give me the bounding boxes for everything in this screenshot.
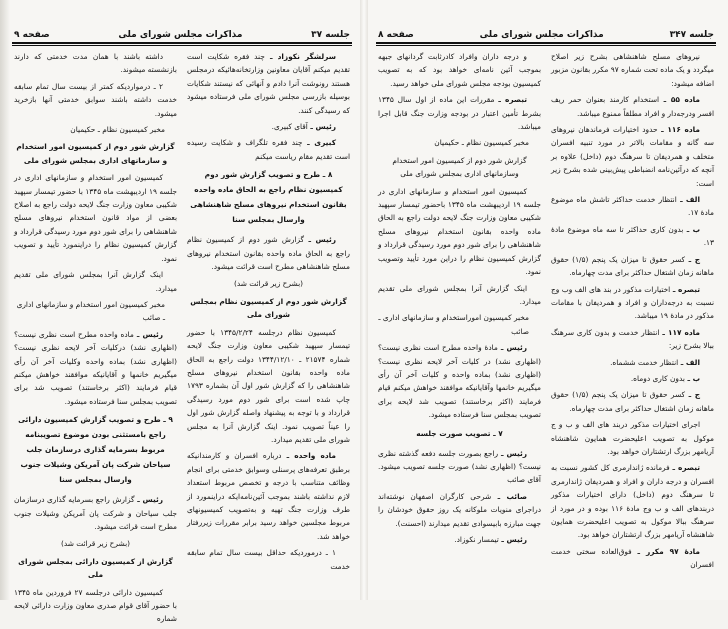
paragraph (551, 123, 714, 190)
agenda-heading: ۹ ـ طرح و تصویب گزارش کمیسیون دارائی راجع بامستثنی بودن موضوع تصویبنامه مربوط بسرمایه گذاری درسازمان جلب سیاحان شرکت پان آمریکن وشیلات جنوب وارسال بمجلس سنا (18, 415, 173, 485)
paragraph-text: شرحی کارگران اصفهان نوشته‌اند دراجرای منویات ملوکانه یک روز حقوق خودشان را جهت مبارزه بابیسوادی تقدیم میدارند (احسنت). (378, 491, 541, 528)
speaker-label: ماده ۱۱۶ ـ (657, 125, 700, 135)
speaker-label: ماده ۵۵ ـ (659, 95, 700, 105)
paragraph (378, 282, 541, 309)
paragraph (551, 388, 714, 415)
paragraph (187, 120, 350, 133)
paragraph (551, 193, 714, 220)
rapporteur-signature: مخبر کمیسیون نظام ـ حکیمیان (434, 138, 529, 148)
agenda-heading: ۸ ـ طرح و تصویب گزارش شور دوم کمیسیون نظام راجع به الحاق ماده واحده بقانون استخدام نیروهای مسلح شاهنشاهی وارسال بمجلس سنا (190, 170, 347, 225)
speaker-label: تبصره ـ (494, 95, 527, 105)
speaker-label: ج ـ (685, 254, 701, 264)
header-rule (12, 42, 352, 46)
paragraph-text: گزارش شور دوم از کمیسیون نظام راجع به الحاق ماده واحده بقانون استخدام نیروهای مسلح شاهنشاهی مطرح است قرائت میشود. (187, 235, 350, 272)
right-page-column-right (551, 50, 714, 575)
paragraph (551, 93, 714, 120)
right-page-column-left (378, 50, 541, 575)
paragraph (378, 490, 541, 530)
left-page-number: صفحه ۹ (14, 30, 50, 40)
speaker-label: رئیس ـ (307, 122, 336, 132)
paragraph-text: مادهٔ واحده مطرح است نظری نیست؟ (اظهاری نشد) در کلیات آخر لایحه نظری نیست؟ (اظهاری نشد) بماده واحده و کلیات آخر آن رأی میگیریم خانمها وآقایانیکه موافقند خواهش میکنم قیام فرمایند (اکثر برخاستند) تصویب شد لایحه برای تصویب بمجلس سنا فرستاده میشود. (378, 343, 541, 420)
paragraph (551, 326, 714, 353)
paragraph-text: بدون کاری دوماه. (630, 373, 685, 383)
paragraph-text: راجع بصورت جلسه دفعه گذشته نظری نیست؟ (اظهاری نشد) صورت جلسه تصویب میشود. آقای صائب (378, 448, 541, 485)
paragraph-text: ماده واحده مطرح است نظری نیست؟ (اظهاری نشد) درکلیات آخر لایحه نظری نیست؟ (اظهاری نشد) بماده واحده وکلیات آخر آن رأی میگیریم خانمها و آقایانیکه موافقند خواهش میکنم قیام فرمایند (اکثر برخاستند) تصویب شد برای تصویب بمجلس سنا فرستاده میشود. (14, 329, 177, 406)
left-page-column-right (187, 50, 350, 629)
right-page (364, 0, 728, 600)
left-page-header (8, 26, 356, 40)
paragraph (14, 328, 177, 408)
paragraph-text: و درجه داران وافراد کادرثابت گردانهای جبهه بموجب آئین نامه‌ای خواهد بود که به تصویب کمیسیون بودجه مجلس شورای ملی خواهد رسید. (378, 52, 541, 88)
paragraph (187, 136, 350, 163)
paragraph-text: اینک گزارش آنرا بمجلس شورای ملی تقدیم میدارد. (378, 283, 541, 306)
paragraph-text: نیروهای مسلح شاهنشاهی بشرح زیر اصلاح میگردد و یک ماده تحت شماره ۹۷ مکرر بقانون مزبور اضافه میشود: (551, 52, 714, 88)
right-page-title: مذاکرات مجلس شورای ملی (479, 30, 604, 40)
speaker-label: الف ـ (678, 357, 700, 367)
paragraph (551, 461, 714, 541)
paragraph (187, 326, 350, 447)
speaker-label: رئیس ـ (497, 343, 527, 353)
paragraph-text: فرمانده ژاندارمری کل کشور نسبت به افسران و درجه داران و افراد و همردیفان ژاندارمری تا سرهنگ دوم (داخل) دارای اختیارات مذکور دربندهای الف و ب وج مادهٔ ۱۱۶ بوده و در مورد از سرهنگ ببالا موکول به تصویب اعلیحضرت همایون شاهنشاه آریامهر بزرگ ارتشتاران خواهد بود. (551, 463, 714, 540)
agenda-heading: ۷ ـ تصویب صورت جلسه (416, 428, 503, 438)
left-page-column-left (14, 50, 177, 629)
report-title: گزارش از کمیسیون دارائی بمجلس شورای ملی (18, 556, 173, 580)
centered-note: (بشرح زیر قرائت شد) (233, 279, 304, 289)
right-page-session: جلسه ۳۴۷ (669, 30, 714, 40)
paragraph (378, 447, 541, 487)
paragraph (378, 185, 541, 279)
paragraph-text: فوق‌العاده سختی خدمت افسران (551, 546, 714, 570)
speaker-label: صائب ـ (491, 491, 527, 501)
paragraph (551, 253, 714, 280)
paragraph-text: حدود اختیارات فرماندهان نیروهای سه گانه و مقامات بالاتر در مورد تنبیه افسران متخلف و همردیفان تا سرهنگ دوم (داخل) علاوه بر آنچه که درآئین‌نامه انضباطی پیش‌بینی شده بشرح زیر است: (551, 125, 714, 188)
paragraph-text: اجرای اختیارات مذکور دربند های الف و ب و ج موکول به تصویب اعلیحضرت همایون شاهنشاه آریامهر بزرگ ارتشتاران خواهد بود. (551, 420, 714, 456)
left-page-columns (8, 50, 356, 629)
paragraph-text: ۱ ـ درموردیکه حداقل بیست سال تمام سابقه خدمت (187, 548, 350, 571)
speaker-label: ب ـ (683, 224, 700, 234)
paragraph-text: کمیسیون دارائی درجلسه ۲۷ فروردین ماه ۱۳۴۵ با حضور آقای قوام صدری معاون وزارت دارائی لایحه شماره (14, 587, 177, 624)
speaker-label: رئیس ـ (304, 235, 336, 245)
left-page-title: مذاکرات مجلس شورای ملی (118, 30, 243, 40)
speaker-label: مادهٔ ۹۷ مکرر ـ (631, 546, 700, 556)
paragraph (378, 93, 541, 133)
rapporteur-signature: مخبر کمیسیون امور استخدام و سازمانهای اداری ـ صائب (16, 299, 165, 323)
paragraph (551, 418, 714, 458)
centered-note: (بشرح زیر قرائت شد) (60, 539, 131, 549)
paragraph-text: استخدام کارمند بعنوان حمر ریف افسر ودرجه‌دار و افراد مطلقاً ممنوع میباشد. (551, 95, 714, 118)
speaker-label: ب ـ (684, 373, 700, 383)
speaker-label: الف ـ (676, 195, 700, 205)
rapporteur-signature: مخبر کمیسیون اموراستخدام و سازمانهای اداری ـ صائب (378, 313, 529, 336)
right-page-number: صفحه ۸ (378, 30, 414, 40)
paragraph-text: انتظار خدمت حداکثر تاشش ماه موضوع مادهٔ ۱۷. (551, 195, 714, 218)
paragraph-text: چند فقره تلگراف و شکایت رسیده است تقدیم مقام ریاست میکنم (187, 138, 350, 161)
speaker-label: رئیس ـ (134, 495, 163, 505)
paragraph (378, 341, 541, 421)
report-title: گزارش شور دوم از کمیسیون امور استخدام و سازمانهای اداری بمجلس شورای ملی (16, 142, 175, 165)
paragraph-text: آقای کبیری. (271, 122, 308, 132)
paragraph-text: کمیسیون امور استخدام و سازمانهای اداری در جلسه ۱۹ اردیبهشت ماه ۱۳۴۵ باحضور تیمسار سپهبد شکیبی معاون وزارت جنگ لایحه دولت راجع به الحاق ماده واحده بقانون استخدام نیروهای مسلح شاهنشاهی را برای شور دوم مورد رسیدگی قرارداد و گزارش کمیسیون نظام را دراین مورد تأیید وتصویب نمود. (378, 186, 541, 277)
paragraph-text: کسر حقوق تا میزان یک پنجم (۱/۵) حقوق ماهانه زمان اشتغال حداکثر برای مدت چهارماه. (551, 390, 714, 413)
speaker-label: تبصره ـ (669, 463, 700, 473)
speaker-label: کبیری ـ (302, 138, 336, 148)
paragraph (551, 545, 714, 572)
paragraph (14, 493, 177, 533)
paragraph-text: مقررات این ماده از اول سال ۱۳۴۵ بشرط تأمین اعتبار در بودجه وزارت جنگ قابل اجرا میباشد. (378, 95, 541, 132)
paragraph-text: داشته باشند با همان مدت خدمتی که دارند بازنشسته میشوند. (14, 52, 177, 75)
paragraph-text: کمیسیون امور استخدام و سازمانهای اداری در جلسه ۱۹ اردیبهشت ماه ۱۳۴۵ با حضور تیمسار سپهبد شکیبی معاون وزارت جنگ لایحه دولت راجع به اصلاح بعضی از مواد قانون استخدام نیروهای مسلح شاهنشاهی را برای شور دوم مورد رسیدگی قرارداد و گزارش کمیسیون نظام را دراینمورد تأیید و تصویب نمود. (14, 173, 178, 263)
speaker-label: ج ـ (685, 390, 701, 400)
rapporteur-signature: مخبر کمیسیون نظام ـ حکیمیان (70, 125, 165, 135)
paragraph-text: انتظار خدمت ششماه. (610, 357, 679, 367)
paragraph-text: بدون کاری حداکثر تا سه ماه موضوع مادهٔ ۱۳. (551, 224, 714, 248)
speaker-label: ماده ۱۱۷ ـ (659, 327, 700, 337)
right-page-columns (372, 50, 720, 575)
left-page (0, 0, 364, 624)
right-page-header (372, 26, 720, 40)
speaker-label: رئیس ـ (498, 535, 527, 544)
speaker-label: سرلشگر نکوزاد ـ (264, 52, 337, 61)
paragraph (378, 50, 541, 90)
paragraph-text: گزارش راجع بسرمایه گذاری درسازمان جلب سیاحان و شرکت پان آمریکن وشیلات جنوب مطرح است قرائت میشود. (14, 495, 177, 531)
paragraph (378, 533, 541, 546)
speaker-label: ماده واحده ـ (281, 451, 336, 461)
left-page-session: جلسه ۳۷ (311, 30, 350, 40)
header-rule (376, 42, 716, 46)
centered-note: گزارش شور دوم از کمیسیون امور استخدام وسازمانهای اداری بمجلس شورای ملی (392, 155, 527, 179)
paragraph-text: درباره افسران و کارمندانیکه برطبق تعرفه‌های پرسنلی وسوابق خدمتی برای انجام وظائف متناسب با درجه و تخصص مربوط استعداد لازم نداشته باشند بموجب آئین‌نامه‌ایکه دراینمورد از طرف وزارت جنگ تهیه و به‌تصویب کمیسیونهای مربوط مجلسین خواهد رسید برابر مقررات زیررفتار خواهد شد. (187, 451, 350, 541)
paragraph (187, 449, 350, 543)
paragraph-text: تیمسار نکوزاد. (454, 535, 499, 544)
paragraph-text: اختیارات مذکور در بند های الف وب وج نسبت به درجه‌داران و افراد و همردیفان با مقامات مذکور در مادهٔ ۱۹ میباشد. (551, 284, 714, 321)
paragraph-text: انتظار خدمت و بدون کاری سرهنگ ببالا بشرح زیر: (551, 327, 714, 351)
speaker-label: رئیس ـ (498, 448, 527, 458)
paragraph (551, 356, 714, 369)
report-title: گزارش شور دوم از کمیسیون نظام بمجلس شورای ملی (190, 296, 347, 320)
paragraph (14, 171, 177, 265)
paragraph (551, 223, 714, 250)
paragraph (187, 546, 350, 573)
paragraph (551, 283, 714, 323)
paragraph-text: اینک گزارش آنرا بمجلس شورای ملی تقدیم میدارد. (14, 270, 177, 293)
speaker-label: رئیس ـ (133, 329, 163, 339)
paragraph-text: کسر حقوق تا میزان یک پنجم (۱/۵) حقوق ماهانه زمان اشتغال حداکثر برای مدت چهارماه. (551, 254, 714, 278)
speaker-label: تبصره ـ (670, 284, 700, 294)
paragraph (187, 233, 350, 273)
paragraph (14, 50, 177, 77)
paragraph-text: چند فقره شکایت است تقدیم میکنم آقایان معاونین وزارتخانه‌هائیکه درمجلس هستند رونوشت آنرا دادم و آنهائی که نیستند شکایات بوسیله بازرسی مجلس شورای ملی فرستاده میشود که رسیدگی کنند. (187, 52, 350, 115)
paragraph (551, 50, 714, 90)
paragraph-text: کمیسیون نظام درجلسه ۱۳۴۵/۲/۲۴ با حضور تیمسار سپهبد شکیبی معاون وزارت جنگ لایحه شماره ۲۱۵۷۴ ـ ۱۳۴۴/۱۲/۱۰ دولت راجع به الحاق ماده واحده بقانون استخدام نیروهای مسلح شاهنشاهی را که گزارش شور اول آن بشماره ۱۷۹۳ چاپ شده است برای شور دوم مورد رسیدگی قرارداد و با توجه به پیشنهاد واصله گزارش شور اول را عیناً تصویب نمود. اینک گزارش آنرا به مجلس شورای ملی تقدیم میدارد. (187, 327, 350, 444)
paragraph (14, 80, 177, 120)
paragraph (551, 372, 714, 385)
paragraph-text: ۲ ـ درمواردیکه کمتر از بیست سال تمام سابقه خدمت داشته باشند سوابق خدمتی آنها بازخرید میشود. (14, 81, 177, 118)
paragraph (14, 268, 177, 295)
paragraph (14, 586, 177, 626)
paragraph (187, 50, 350, 117)
